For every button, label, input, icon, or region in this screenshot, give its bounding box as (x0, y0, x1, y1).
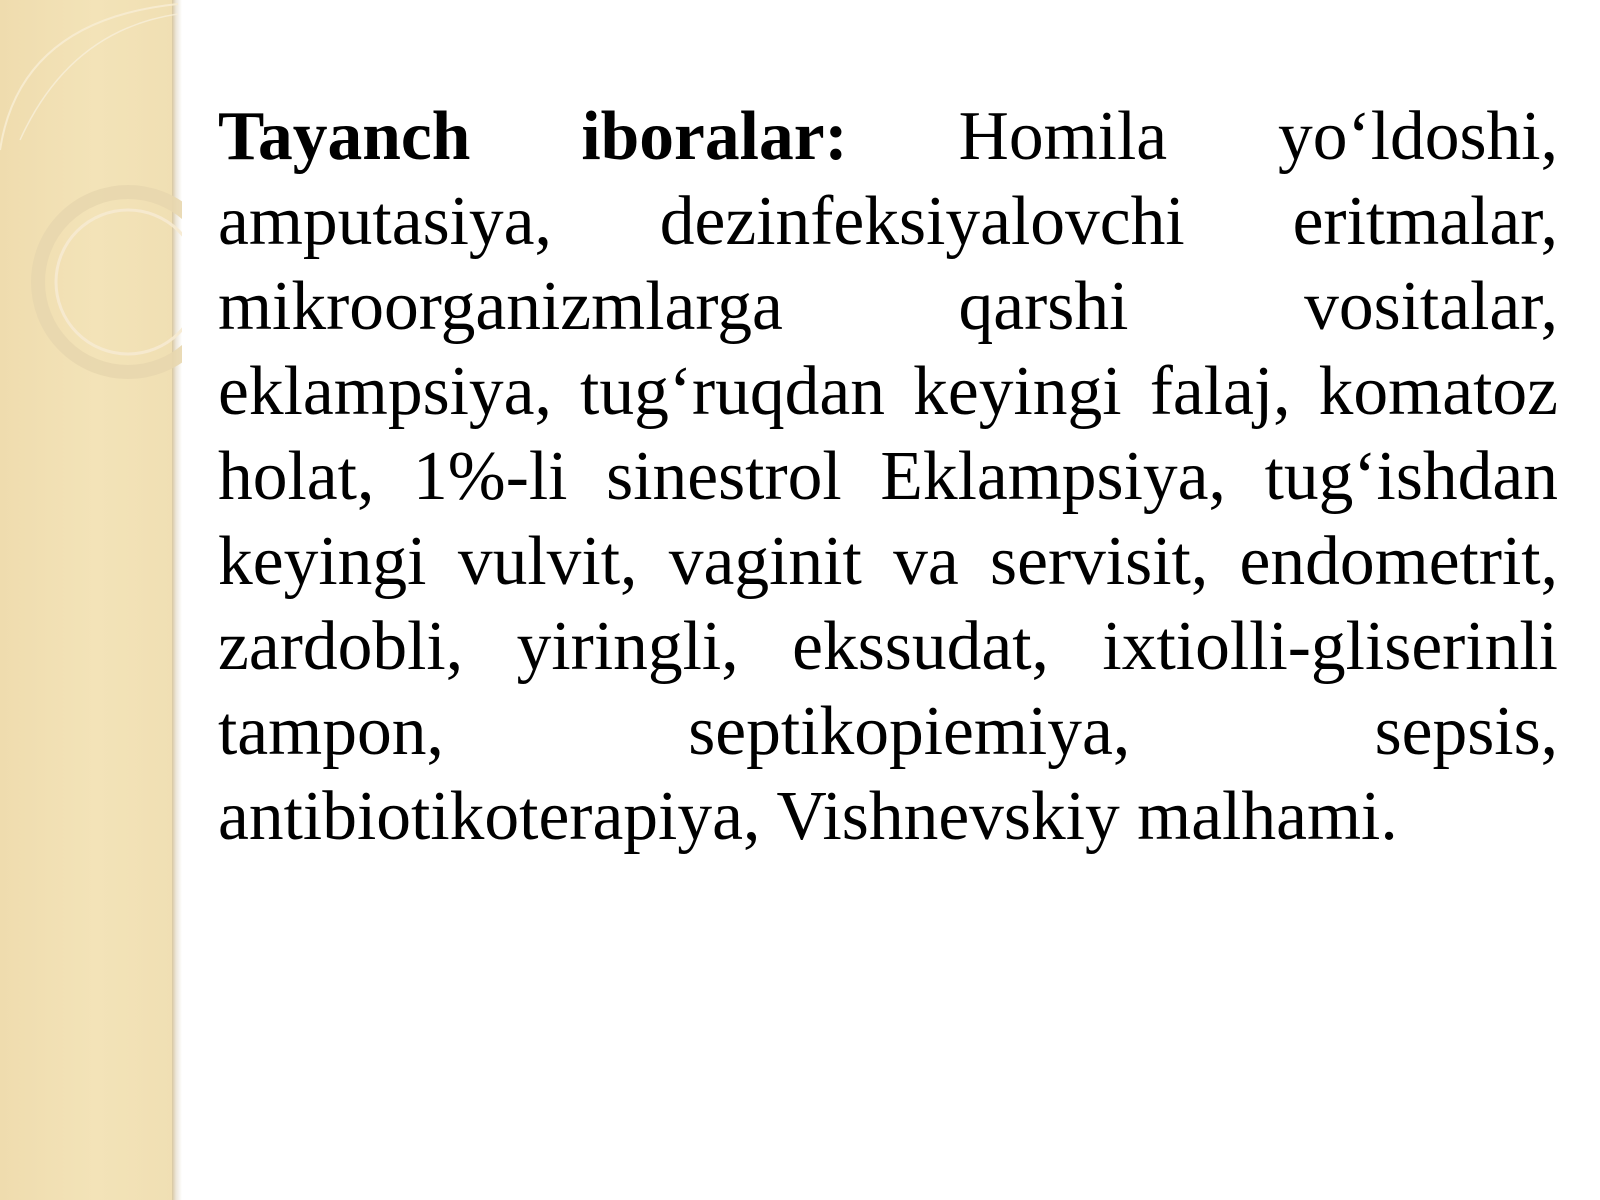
slide-content (218, 94, 1558, 859)
key-phrases-heading: Tayanch iboralar: (218, 98, 848, 175)
key-phrases-list: Homila yo‘ldoshi, amputasiya, dezinfeksiyalovchi eritmalar, mikroorganizmlarga qarshi vositalar, eklampsiya, tug‘ruqdan keyingi falaj, komatoz holat, 1%-li sinestrol Eklampsiya, tug‘ishdan keyingi vulvit, vaginit va servisit, endometrit, zardobli, yiringli, ekssudat, ixtiolli-gliserinli tampon, septikopiemiya, sepsis, antibiotikoterapiya, Vishnevskiy malhami. (218, 98, 1558, 855)
decorative-arc (0, 4, 178, 150)
decorative-arc-inner (20, 14, 178, 140)
decorative-rings (0, 0, 182, 420)
key-phrases-paragraph (218, 94, 1558, 859)
decorative-ring-inner (56, 210, 182, 354)
